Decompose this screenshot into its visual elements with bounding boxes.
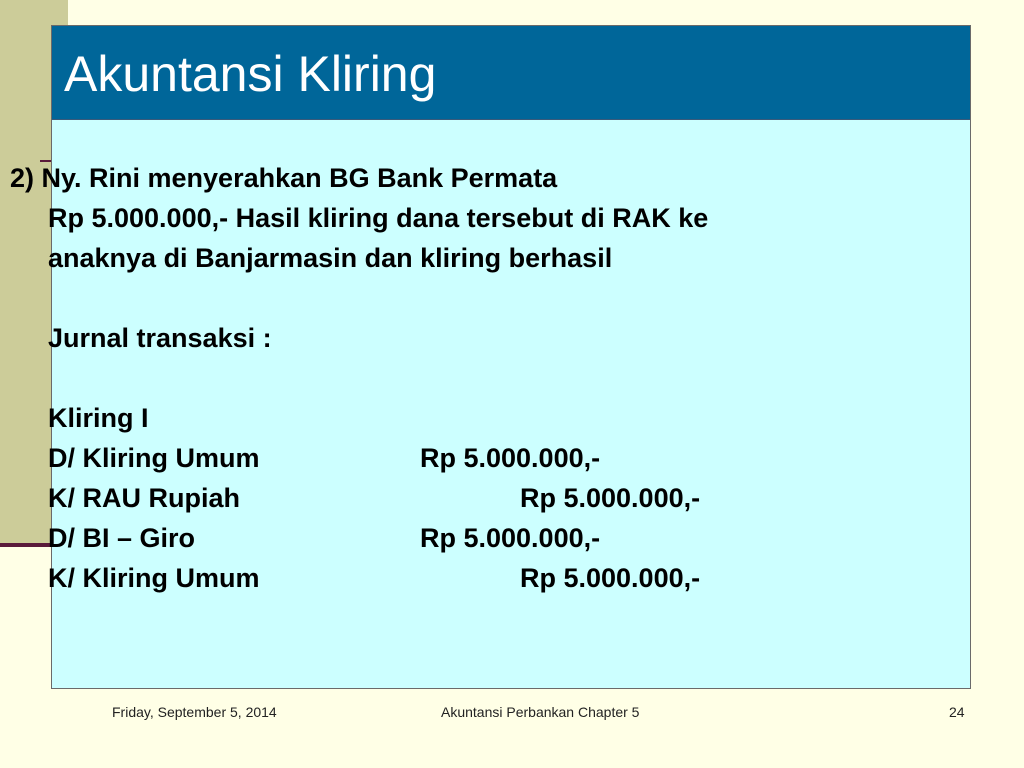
- title-bar: [52, 26, 970, 120]
- journal-account: D/ Kliring Umum: [48, 443, 260, 473]
- kliring-heading: Kliring I: [48, 403, 149, 433]
- journal-heading: Jurnal transaksi :: [48, 323, 272, 353]
- body-spacer: [10, 358, 900, 398]
- journal-entry-credit: [10, 478, 900, 518]
- journal-amount: Rp 5.000.000,-: [420, 443, 601, 473]
- journal-amount: Rp 5.000.000,-: [520, 563, 701, 593]
- journal-amount: Rp 5.000.000,-: [520, 483, 701, 513]
- body-line-intro: 2) Ny. Rini menyerahkan BG Bank Permata: [10, 163, 558, 193]
- journal-amount: Rp 5.000.000,-: [420, 523, 601, 553]
- journal-entry-credit: [10, 558, 900, 598]
- slide-body: [10, 158, 900, 598]
- footer-date: Friday, September 5, 2014: [112, 704, 277, 720]
- footer-presentation-title: Akuntansi Perbankan Chapter 5: [441, 704, 640, 720]
- slide-title: Akuntansi Kliring: [64, 46, 437, 102]
- footer-page-number: 24: [949, 704, 965, 720]
- body-line-destination: anaknya di Banjarmasin dan kliring berhasil: [48, 243, 613, 273]
- journal-account: K/ Kliring Umum: [48, 563, 260, 593]
- journal-account: D/ BI – Giro: [48, 523, 196, 553]
- body-line-amount: Rp 5.000.000,- Hasil kliring dana tersebut di RAK ke: [48, 203, 709, 233]
- journal-entry-debit: [10, 518, 900, 558]
- body-spacer: [10, 278, 900, 318]
- journal-entry-debit: [10, 438, 900, 478]
- journal-account: K/ RAU Rupiah: [48, 483, 240, 513]
